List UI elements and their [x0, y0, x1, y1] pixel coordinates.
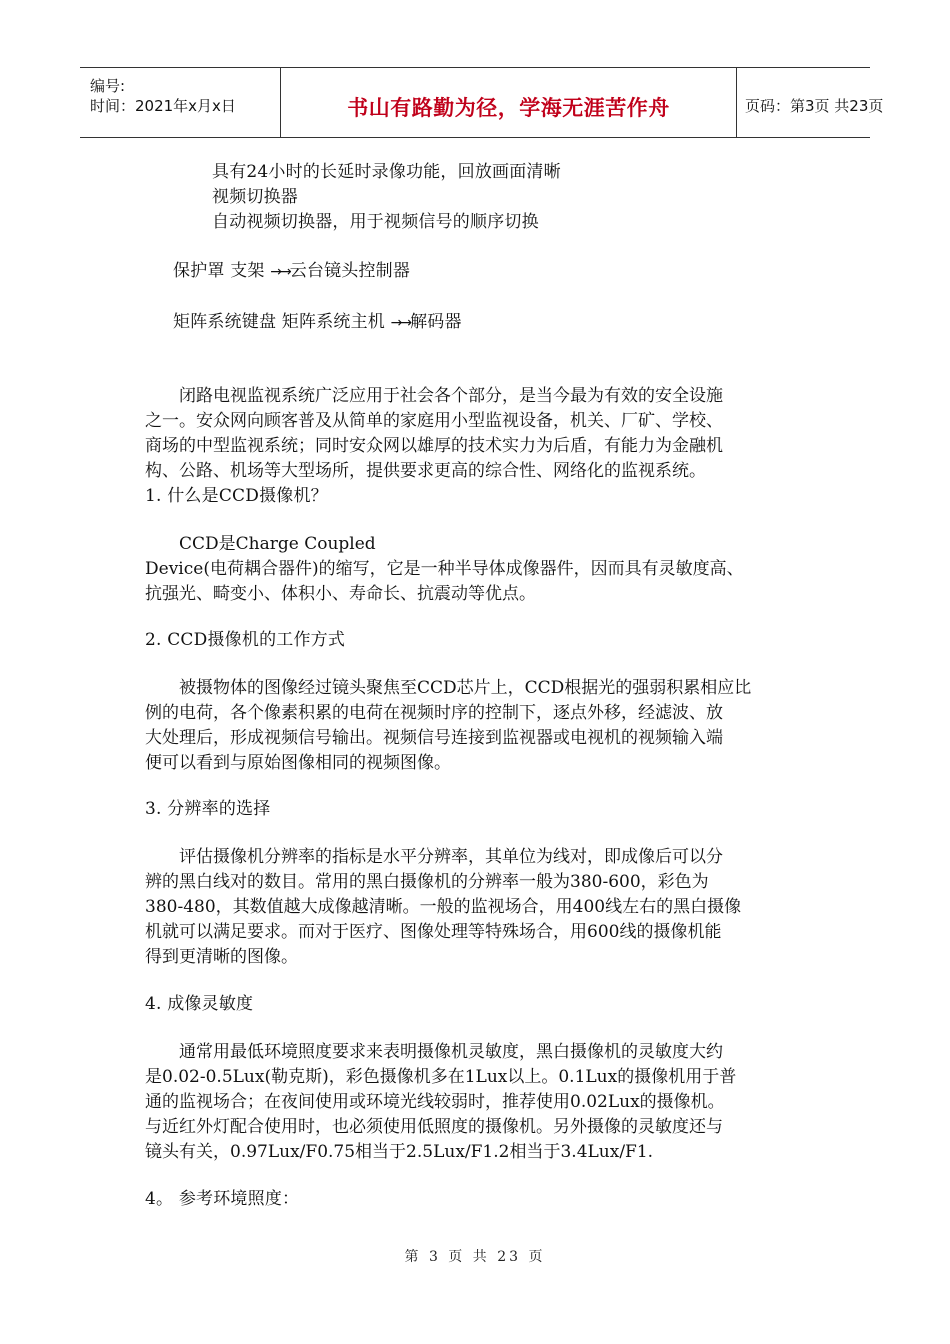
paragraph-4 [145, 1040, 810, 1165]
diagram-source: 矩阵系统键盘 矩阵系统主机 [173, 312, 386, 332]
text-line: 机就可以满足要求。而对于医疗、图像处理等特殊场合，用600线的摄像机能 [145, 922, 722, 942]
text-line: 评估摄像机分辨率的指标是水平分辨率，其单位为线对，即成像后可以分 [145, 847, 723, 867]
section-heading-4: 4. 成像灵敏度 [145, 994, 254, 1014]
intro-paragraph [145, 384, 810, 484]
text-line: CCD是Charge Coupled [145, 534, 376, 554]
text-line: 便可以看到与原始图像相同的视频图像。 [145, 753, 451, 773]
text-line: 辨的黑白线对的数目。常用的黑白摄像机的分辨率一般为380-600，彩色为 [145, 872, 709, 892]
text-line: 构、公路、机场等大型场所，提供要求更高的综合性、网络化的监视系统。 [145, 461, 706, 481]
header-page-cell [737, 68, 884, 137]
text-line: 通的监视场合；在夜间使用或环境光线较弱时，推荐使用0.02Lux的摄像机。 [145, 1092, 725, 1112]
text-line: 商场的中型监视系统；同时安众网以雄厚的技术实力为后盾，有能力为金融机 [145, 436, 723, 456]
arrow-icon: →→ [270, 264, 290, 280]
top-line-2: 视频切换器 [212, 187, 298, 207]
text-line: 闭路电视监视系统广泛应用于社会各个部分，是当今最为有效的安全设施 [145, 386, 723, 406]
paragraph-3 [145, 845, 810, 970]
section-heading-2: 2. CCD摄像机的工作方式 [145, 630, 346, 650]
page-header [80, 67, 884, 138]
diagram-source: 保护罩 支架 [173, 261, 265, 281]
text-line: 例的电荷，各个像素积累的电荷在视频时序的控制下，逐点外移，经滤波、放 [145, 703, 723, 723]
diagram-line-2 [173, 310, 462, 336]
text-line: 镜头有关，0.97Lux/F0.75相当于2.5Lux/F1.2相当于3.4Lux/F1. [145, 1142, 654, 1162]
header-motto-cell [280, 68, 737, 137]
top-line-1: 具有24小时的长延时录像功能，回放画面清晰 [212, 162, 561, 182]
text-line: 被摄物体的图像经过镜头聚焦至CCD芯片上，CCD根据光的强弱积累相应比 [145, 678, 752, 698]
page-footer: 第 3 页 共 23 页 [404, 1249, 546, 1265]
paragraph-2 [145, 676, 810, 776]
text-line: Device(电荷耦合器件)的缩写，它是一种半导体成像器件，因而具有灵敏度高、 [145, 559, 744, 579]
text-line: 380-480，其数值越大成像越清晰。一般的监视场合，用400线左右的黑白摄像 [145, 897, 742, 917]
text-line: 大处理后，形成视频信号输出。视频信号连接到监视器或电视机的视频输入端 [145, 728, 723, 748]
arrow-icon: →→ [390, 315, 411, 331]
time-label: 时间：2021年x月x日 [90, 97, 236, 115]
diagram-target: 云台镜头控制器 [289, 261, 411, 281]
diagram-target: 解码器 [410, 312, 462, 332]
text-line: 是0.02-0.5Lux(勒克斯)，彩色摄像机多在1Lux以上。0.1Lux的摄像机用于普 [145, 1067, 737, 1087]
page-info: 页码：第3页 共23页 [745, 97, 884, 115]
diagram-line-1 [173, 259, 410, 285]
text-line: 与近红外灯配合使用时，也必须使用低照度的摄像机。另外摄像的灵敏度还与 [145, 1117, 723, 1137]
text-line: 得到更清晰的图像。 [145, 947, 298, 967]
code-label: 编号: [90, 77, 126, 95]
section-heading-3: 3. 分辨率的选择 [145, 799, 271, 819]
top-line-3: 自动视频切换器，用于视频信号的顺序切换 [212, 212, 539, 232]
text-line: 抗强光、畸变小、体积小、寿命长、抗震动等优点。 [145, 584, 536, 604]
section-heading-5: 4。 参考环境照度： [145, 1189, 300, 1209]
motto: 书山有路勤为径，学海无涯苦作舟 [347, 96, 670, 120]
text-line: 之一。安众网向顾客普及从简单的家庭用小型监视设备，机关、厂矿、学校、 [145, 411, 723, 431]
header-meta-cell [80, 68, 280, 137]
section-heading-1: 1. 什么是CCD摄像机？ [145, 486, 328, 506]
text-line: 通常用最低环境照度要求来表明摄像机灵敏度，黑白摄像机的灵敏度大约 [145, 1042, 723, 1062]
paragraph-1 [145, 532, 810, 607]
